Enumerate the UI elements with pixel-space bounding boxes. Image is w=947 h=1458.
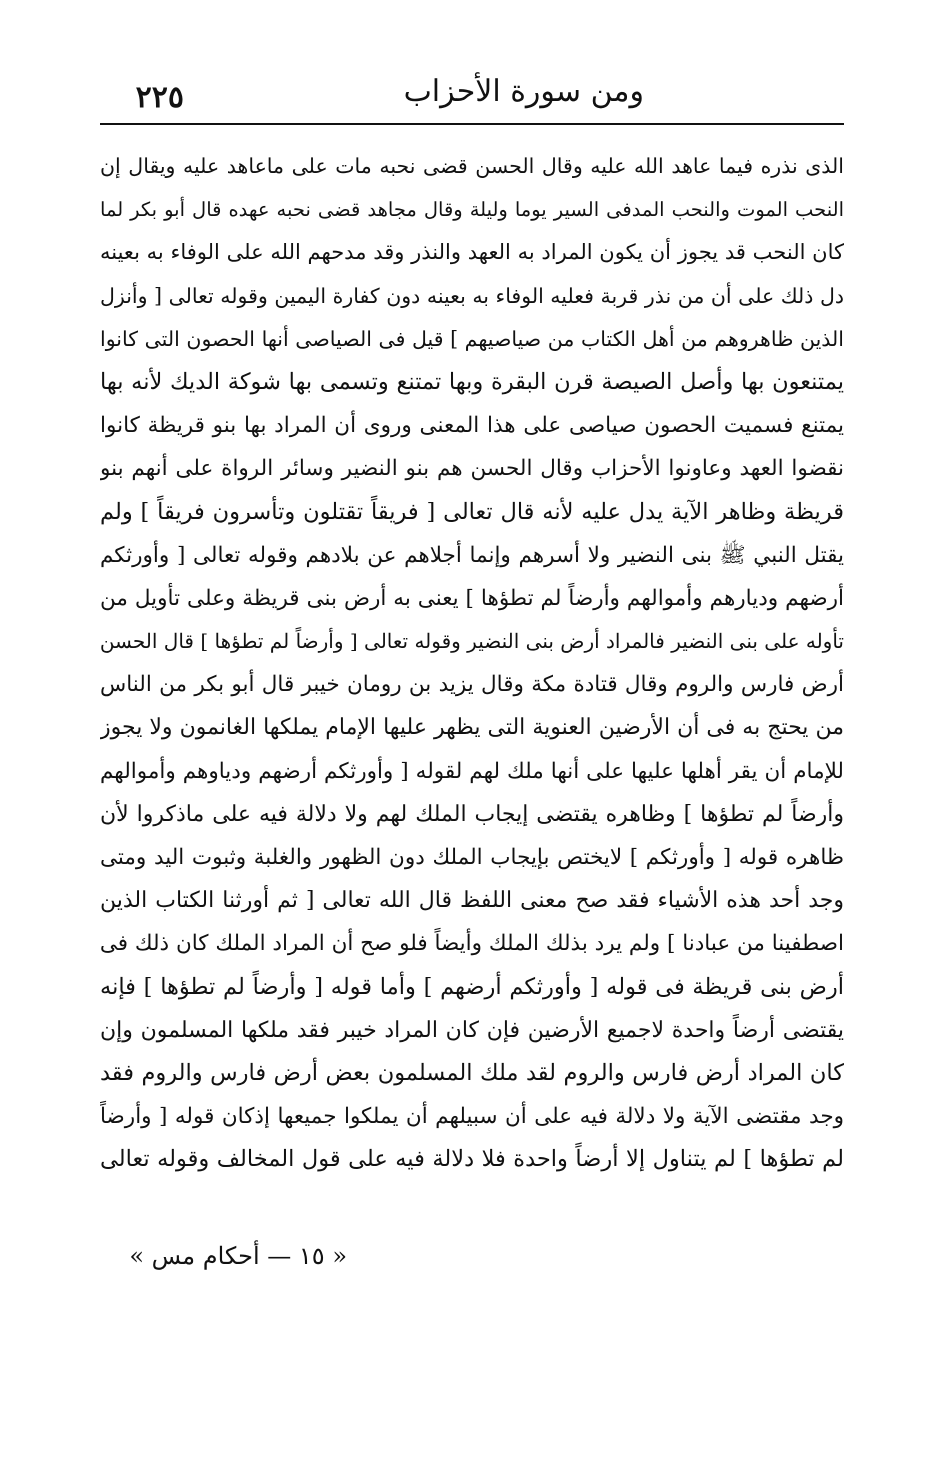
text-line: قريظة وظاهر الآية يدل عليه لأنه قال تعالى [ فريقاً تقتلون وتأسرون فريقاً ] ولم <box>100 498 844 525</box>
running-title: ومن سورة الأحزاب <box>403 74 644 109</box>
text-line: الذى نذره فيما عاهد الله عليه وقال الحسن قضى نحبه مات على ماعاهد عليه ويقال إن <box>100 154 844 178</box>
text-line: يقتل النبي ﷺ بنى النضير ولا أسرهم وإنما أجلاهم عن بلادهم وقوله تعالى [ وأورثكم <box>100 542 844 568</box>
text-line: وجد أحد هذه الأشياء فقد صح معنى اللفظ قال الله تعالى [ ثم أورثنا الكتاب الذين <box>100 888 844 914</box>
text-line: النحب الموت والنحب المدفى السير يوما وليلة وقال مجاهد قضى نحبه عهده قال أبو بكر لما <box>100 198 844 222</box>
text-line: يمتنع فسميت الحصون صياصى على هذا المعنى وروى أن المراد بها بنو قريظة كانوا <box>100 413 844 439</box>
text-line: أرض بنى قريظة فى قوله [ وأورثكم أرضهم ] وأما قوله [ وأرضاً لم تطؤها ] فإنه <box>100 973 844 1000</box>
text-line: وجد مقتضى الآية ولا دلالة فيه على أن سبيلهم أن يملكوا جميعها إذكان قوله [ وأرضاً <box>100 1104 844 1130</box>
text-line: نقضوا العهد وعاونوا الأحزاب وقال الحسن هم بنو النضير وسائر الرواة على أنهم بنو <box>100 456 844 482</box>
text-line: من يحتج به فى أن الأرضين العنوية التى يظهر عليها الإمام يملكها الغانمون ولا يجوز <box>100 715 844 741</box>
text-line: يقتضى أرضاً واحدة لاجميع الأرضين فإن كان المراد خيبر فقد ملكها المسلمون وإن <box>100 1017 844 1043</box>
page-number: ٢٢٥ <box>135 80 184 115</box>
header-divider <box>100 123 844 125</box>
text-line: تأوله على بنى النضير فالمراد أرض بنى النضير وقوله تعالى [ وأرضاً لم تطؤها ] قال الحسن <box>100 629 844 654</box>
page-header <box>100 60 844 120</box>
text-line: ظاهره قوله [ وأورثكم ] لايختص بإيجاب الملك دون الظهور والغلبة وثبوت اليد ومتى <box>100 845 844 870</box>
text-line: للإمام أن يقر أهلها عليها على أنها ملك لهم لقوله [ وأورثكم أرضهم ودياوهم وأموالهم <box>100 758 844 784</box>
signature-mark: « ١٥ — أحكام مس » <box>129 1242 347 1270</box>
text-line: كان المراد أرض فارس والروم لقد ملك المسلمون بعض أرض فارس والروم فقد <box>100 1059 844 1086</box>
text-line: وأرضاً لم تطؤها ] وظاهره يقتضى إيجاب الملك لهم ولا دلالة فيه على ماذكروا لأن <box>100 801 844 827</box>
text-line: أرضهم وديارهم وأموالهم وأرضاً لم تطؤها ] يعنى به أرض بنى قريظة وعلى تأويل من <box>100 585 844 611</box>
body-text <box>100 145 844 1182</box>
text-line: يمتنعون بها وأصل الصيصة قرن البقرة وبها تمتنع وتسمى بها شوكة الديك لأنه بها <box>100 368 844 395</box>
text-line: دل ذلك على أن من نذر قربة فعليه الوفاء به بعينه دون كفارة اليمين وقوله تعالى [ وأنزل <box>100 283 844 308</box>
text-line: اصطفينا من عبادنا ] ولم يرد بذلك الملك وأيضاً فلو صح أن المراد الملك كان ذلك فى <box>100 931 844 957</box>
text-line: كان النحب قد يجوز أن يكون المراد به العهد والنذر وقد مدحهم الله على الوفاء به بعينه <box>100 240 844 265</box>
text-line: لم تطؤها ] لم يتناول إلا أرضاً واحدة فلا دلالة فيه على قول المخالف وقوله تعالى <box>100 1146 844 1173</box>
text-line: أرض فارس والروم وقال قتادة مكة وقال يزيد بن رومان خيبر قال أبو بكر من الناس <box>100 672 844 698</box>
text-line: الذين ظاهروهم من أهل الكتاب من صياصيهم ] قيل فى الصياصى أنها الحصون التى كانوا <box>100 326 844 351</box>
